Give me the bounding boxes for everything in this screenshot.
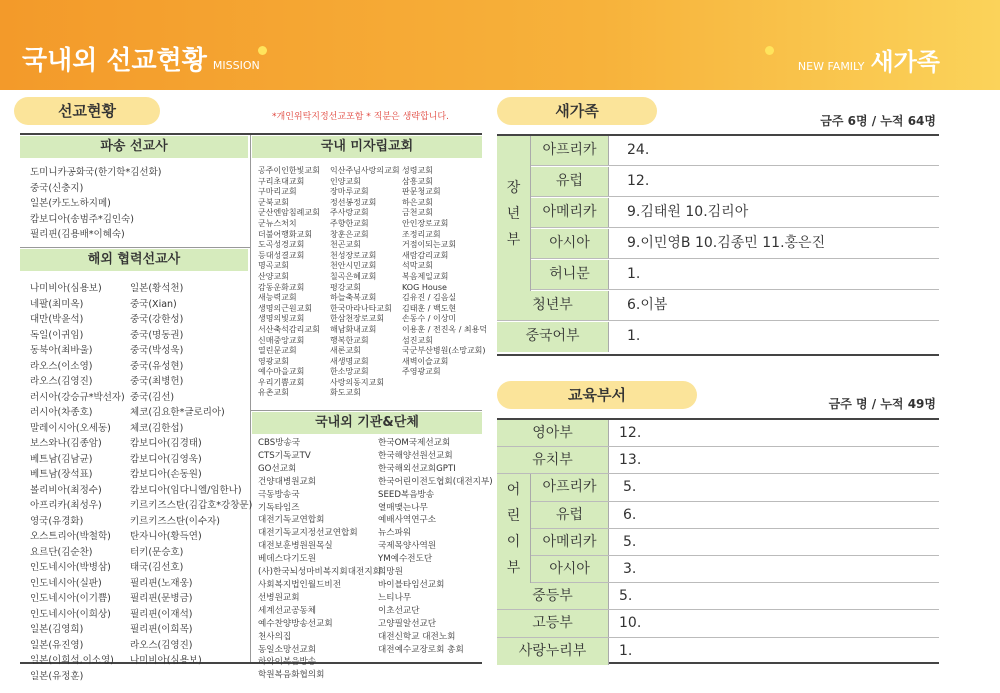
education-total: 금주 명 / 누적 49명 <box>828 397 936 411</box>
list-item: 동일소망선교회 <box>258 644 317 655</box>
domestic-list-col1 <box>258 166 320 399</box>
row-label: 아메리카 <box>531 529 609 555</box>
list-item: 판문청교회 <box>402 187 441 197</box>
row-value: 5. <box>623 533 637 550</box>
row-value: 1. <box>619 642 633 659</box>
list-item: 익산주님사랑의교회 <box>330 166 400 175</box>
list-item: 조정리교회 <box>402 229 441 239</box>
list-item: 라오스(김영진) <box>130 639 193 651</box>
list-item: 중국(최병헌) <box>130 376 184 387</box>
table-row <box>531 136 939 166</box>
list-item: KOG House <box>402 282 447 292</box>
row-label: 유치부 <box>497 447 609 473</box>
list-item: 김태훈 / 백도현 <box>402 303 457 313</box>
list-item: 하늘축복교회 <box>330 293 377 303</box>
table-row <box>497 420 939 447</box>
list-item: 도곡성경교회 <box>258 240 305 250</box>
dot-decoration <box>765 46 774 55</box>
row-label: 아메리카 <box>531 198 609 227</box>
list-item: 한국해양선원선교회 <box>378 450 453 461</box>
list-item: 네팔(최미옥) <box>30 298 84 310</box>
list-item: 필리핀(노재웅) <box>130 577 193 589</box>
list-item: 도미니카공화국(한기학*김선화) <box>30 167 162 178</box>
row-value: 5. <box>619 588 633 605</box>
list-item: 베트남(김남균) <box>30 453 93 465</box>
list-item: 우리기쁨교회 <box>258 377 305 387</box>
mission-panel <box>20 133 493 682</box>
list-item: YM예수전도단 <box>378 554 433 565</box>
list-item: 열린문교회 <box>258 346 297 356</box>
list-item: 필리핀(이재석) <box>130 608 193 620</box>
list-item: 천성장로교회 <box>330 250 377 260</box>
list-item: 하은교회 <box>402 197 433 207</box>
list-item: 바이블타임선교회 <box>378 579 445 590</box>
list-item: 인도네시아(실판) <box>30 577 102 589</box>
list-item: SEED복음방송 <box>378 489 435 500</box>
list-item: 국제목양사역원 <box>378 541 437 552</box>
list-item: 라오스(김영진) <box>30 376 93 387</box>
list-item: 요르단(김순찬) <box>30 546 93 558</box>
row-label: 유럽 <box>531 167 609 196</box>
row-label: 유럽 <box>531 502 609 528</box>
list-item: 예수마을교회 <box>258 367 305 377</box>
list-item: 더불어행화교회 <box>258 229 313 239</box>
list-item: 나미비아(심용보) <box>130 655 202 666</box>
list-item: 생명의근원교회 <box>258 303 313 313</box>
list-item: 세계선교공동체 <box>258 605 317 616</box>
list-item: 이용훈 / 전진옥 / 최용덕 <box>402 324 488 334</box>
row-label: 아프리카 <box>531 474 609 500</box>
list-item: 공주이인한빛교회 <box>258 166 320 175</box>
list-item: 일본(황석천) <box>130 283 184 294</box>
list-item: 캄보디아(김경태) <box>130 438 202 449</box>
list-item: 예배사역연구소 <box>378 515 437 526</box>
list-item: 인양교회 <box>330 176 361 186</box>
list-item: 오스트리아(박철학) <box>30 531 111 542</box>
list-item: 해남화내교회 <box>330 324 377 334</box>
list-item: 장마루교회 <box>330 187 369 197</box>
row-label: 청년부 <box>497 291 609 320</box>
header-banner <box>0 0 1000 90</box>
list-item: 삼흥교회 <box>402 176 433 186</box>
list-item: 대전보훈병원원목실 <box>258 541 333 552</box>
list-item: 새생명교회 <box>330 356 369 366</box>
row-value: 9.이민영B 10.김종민 11.홍은진 <box>627 235 826 251</box>
list-item: 복음제일교회 <box>402 271 449 281</box>
list-item: 느티나무 <box>378 592 412 603</box>
newfamily-total: 금주 6명 / 누적 64명 <box>820 114 936 128</box>
list-item: 베트남(장석표) <box>30 469 93 480</box>
dispatch-header: 파송 선교사 <box>20 136 248 158</box>
list-item: 체코(김한섭) <box>130 422 184 434</box>
list-item: 군북교회 <box>258 197 289 207</box>
list-item: 캄보디아(임다니엘/임한나) <box>130 484 242 496</box>
list-item: 영국(유경화) <box>30 515 84 527</box>
list-item: 군뉴스처치 <box>258 218 297 228</box>
list-item: 나미비아(심용보) <box>30 283 102 294</box>
list-item: 중국(Xian) <box>130 298 177 310</box>
overseas-list-col2 <box>130 281 252 669</box>
list-item: 산양교회 <box>258 271 289 281</box>
list-item: 칠곡은혜교회 <box>330 271 377 281</box>
list-item: 학원복음화협의회 <box>258 670 325 681</box>
list-item: 러시아(차종호) <box>30 407 93 418</box>
list-item: 김유진 / 김음실 <box>402 293 457 303</box>
table-row <box>497 447 939 474</box>
row-value: 6. <box>623 506 637 523</box>
table-row <box>531 529 939 556</box>
list-item: 창훈은교회 <box>330 229 369 239</box>
group-label-char: 이 <box>506 533 521 550</box>
list-item: 사랑의동지교회 <box>330 377 385 387</box>
list-item: 일본(유진영) <box>30 639 84 651</box>
org-header: 국내외 기관&단체 <box>252 412 482 434</box>
list-item: 새능력교회 <box>258 293 297 303</box>
list-item: 천곤교회 <box>330 240 361 250</box>
list-item: 한국어린이전도협회(대전지부) <box>378 476 493 487</box>
domestic-list-col3 <box>402 166 487 378</box>
table-row <box>531 260 939 290</box>
org-list-col2 <box>378 437 493 656</box>
row-value: 5. <box>623 479 637 496</box>
list-item: 체코(김요한*글로리아) <box>130 407 225 418</box>
list-item: 인도네시아(이기쁨) <box>30 593 111 604</box>
row-label: 아시아 <box>531 229 609 258</box>
list-item: 보스와나(김종암) <box>30 438 102 449</box>
row-label: 영아부 <box>497 420 609 446</box>
list-item: 일본(이희석,이소영) <box>30 655 114 666</box>
list-item: 안인장로교회 <box>402 218 449 228</box>
list-item: 중국(강한성) <box>130 314 184 325</box>
list-item: 이초선교단 <box>378 605 420 616</box>
list-item: 한국OM국제선교회 <box>378 438 451 448</box>
list-item: 동북아(최바울) <box>30 345 93 356</box>
list-item: 천사의집 <box>258 631 292 642</box>
table-row <box>531 198 939 228</box>
group-label-char: 장 <box>506 179 521 196</box>
table-row <box>531 474 939 501</box>
list-item: 서산축석감리교회 <box>258 324 320 334</box>
row-label: 중국어부 <box>497 322 609 352</box>
list-item: 볼리비아(최정수) <box>30 484 102 496</box>
row-value: 1. <box>627 328 641 344</box>
table-row <box>497 638 939 665</box>
row-label: 아시아 <box>531 556 609 582</box>
list-item: 인도네시아(박병삼) <box>30 562 111 573</box>
list-item: 새벽이슬교회 <box>402 356 449 366</box>
domestic-list-col2 <box>330 166 400 399</box>
education-table <box>497 418 939 664</box>
table-row <box>531 502 939 529</box>
list-item: 화도교회 <box>330 388 361 398</box>
group-label-char: 부 <box>506 231 521 248</box>
newfamily-table <box>497 134 939 356</box>
list-item: 금천교회 <box>402 208 433 218</box>
list-item: 대만(박윤석) <box>30 314 84 325</box>
list-item: 평강교회 <box>330 282 361 292</box>
list-item: 태국(김선호) <box>130 562 184 573</box>
table-row <box>497 322 939 352</box>
list-item: 말레이시아(오세동) <box>30 422 111 434</box>
section-divider <box>250 410 482 411</box>
group-label-char: 어 <box>506 481 521 498</box>
list-item: 대전기독교연합회 <box>258 515 325 526</box>
row-value: 1. <box>627 266 641 282</box>
mission-title: 국내외 선교현황 MISSION <box>22 46 260 76</box>
list-item: 열매맺는나무 <box>378 502 428 513</box>
table-row <box>531 229 939 259</box>
list-item: 명곡교회 <box>258 261 289 271</box>
list-item: 감동운화교회 <box>258 282 305 292</box>
list-item: 천안시민교회 <box>330 261 377 271</box>
list-item: 생명의빛교회 <box>258 314 305 324</box>
list-item: 거점이되는교회 <box>402 240 457 250</box>
list-item: 석막교회 <box>402 261 433 271</box>
list-item: 새람감리교회 <box>402 250 449 260</box>
list-item: 한국해외선교회GPTI <box>378 463 456 474</box>
list-item: 뉴스파워 <box>378 528 412 539</box>
group-label-char: 린 <box>506 507 521 524</box>
list-item: CTS기독교TV <box>258 450 311 461</box>
row-label: 중등부 <box>497 583 609 609</box>
list-item: 라오스(이소영) <box>30 360 93 372</box>
list-item: 키르키즈스탄(김갑호*강창문) <box>130 500 253 511</box>
overseas-header: 해외 협력선교사 <box>20 249 248 271</box>
list-item: 사회복지법인월드비전 <box>258 579 342 590</box>
list-item: 하와이복음방송 <box>258 657 317 668</box>
list-item: 독일(이귀임) <box>30 329 84 341</box>
list-item: 필리핀(문병금) <box>130 593 193 604</box>
list-item: 대전신학교 대전노회 <box>378 631 456 642</box>
list-item: 영광교회 <box>258 356 289 366</box>
list-item: 등대성결교회 <box>258 250 305 260</box>
dispatch-list <box>30 165 161 243</box>
list-item: 인도네시아(이희상) <box>30 608 111 620</box>
list-item: 군산엔암침례교회 <box>258 208 320 218</box>
table-row <box>497 583 939 610</box>
list-item: GO선교회 <box>258 463 297 474</box>
list-item: 러시아(강승규*박선자) <box>30 391 125 403</box>
row-label: 고등부 <box>497 610 609 636</box>
list-item: 주영광교회 <box>402 367 441 377</box>
list-item: 행복한교회 <box>330 335 369 345</box>
list-item: 유촌교회 <box>258 388 289 398</box>
list-item: 터키(문승호) <box>130 546 184 558</box>
list-item: 베데스다기도원 <box>258 554 317 565</box>
list-item: 중국(명동권) <box>130 329 184 341</box>
table-row <box>531 556 939 583</box>
table-row <box>497 291 939 321</box>
list-item: 극동방송국 <box>258 489 300 500</box>
list-item: 손동수 / 이상미 <box>402 314 457 324</box>
mission-note: *개인위탁지정선교포함 * 직분은 생략합니다. <box>272 112 449 122</box>
list-item: 한삼천장로교회 <box>330 314 385 324</box>
row-value: 13. <box>619 452 642 469</box>
list-item: 선병원교회 <box>258 592 300 603</box>
list-item: 탄자니아(황득연) <box>130 531 202 542</box>
list-item: 키르키즈스탄(이수자) <box>130 515 221 527</box>
row-value: 3. <box>623 561 637 577</box>
list-item: 중국(박성욱) <box>130 345 184 356</box>
row-value: 12. <box>619 425 642 441</box>
list-item: 섬진교회 <box>402 335 433 345</box>
table-row <box>531 167 939 197</box>
list-item: 대전기독교지정선교연합회 <box>258 528 358 539</box>
list-item: 중국(신충지) <box>30 182 84 194</box>
list-item: 한소망교회 <box>330 367 369 377</box>
group-label-children <box>497 474 531 583</box>
list-item: 필리핀(김용배*이혜숙) <box>30 229 125 240</box>
group-label-char: 년 <box>506 205 521 222</box>
list-item: 캄보디아(송범주*김인숙) <box>30 213 134 225</box>
list-item: 구마리교회 <box>258 187 297 197</box>
list-item: 필리핀(이희목) <box>130 624 193 635</box>
row-label: 아프리카 <box>531 136 609 165</box>
list-item: 주사랑교회 <box>330 208 369 218</box>
list-item: 중국(김선) <box>130 391 175 403</box>
row-value: 10. <box>619 615 642 632</box>
list-item: 한국마라나타교회 <box>330 303 392 313</box>
list-item: 정선봉정교회 <box>330 197 377 207</box>
list-item: 새론교회 <box>330 346 361 356</box>
list-item: CBS방송국 <box>258 438 301 448</box>
list-item: 희망원 <box>378 567 403 578</box>
list-item: 아프리카(최성우) <box>30 500 102 511</box>
list-item: 구리초대교회 <box>258 176 305 186</box>
list-item: 일본(유정훈) <box>30 670 84 682</box>
row-label: 사랑누리부 <box>497 638 609 665</box>
newfamily-pill: 새가족 <box>497 97 657 125</box>
row-value: 9.김태원 10.김리아 <box>627 204 749 220</box>
domestic-header: 국내 미자립교회 <box>252 136 482 158</box>
list-item: 일본(카도노하지메) <box>30 198 111 209</box>
list-item: 건양대병원교회 <box>258 476 317 487</box>
newfamily-title: NEW FAMILY 새가족 <box>797 48 940 76</box>
list-item: 예수찬양방송선교회 <box>258 618 333 629</box>
mission-pill: 선교현황 <box>14 97 160 125</box>
education-pill: 교육부서 <box>497 381 697 409</box>
list-item: (사)한국뇌성마비복지회대전지회 <box>258 567 381 578</box>
list-item: 성령교회 <box>402 166 433 175</box>
list-item: 신매중앙교회 <box>258 335 305 345</box>
row-value: 24. <box>627 142 650 158</box>
overseas-list-col1 <box>30 281 125 684</box>
list-item: 캄보디아(김영욱) <box>130 453 202 465</box>
section-divider <box>20 247 250 248</box>
list-item: 일본(김영희) <box>30 624 84 635</box>
table-row <box>497 610 939 637</box>
org-list-col1 <box>258 437 381 682</box>
row-value: 6.이봄 <box>627 297 668 313</box>
row-value: 12. <box>627 173 650 189</box>
list-item: 캄보디아(손동원) <box>130 469 202 480</box>
list-item: 주향한교회 <box>330 218 369 228</box>
group-label-char: 부 <box>506 559 521 576</box>
row-label: 허니문 <box>531 260 609 289</box>
list-item: 중국(유성현) <box>130 360 184 372</box>
group-label-youth <box>497 136 531 291</box>
list-item: 국군부산병원(소망교회) <box>402 346 486 356</box>
dot-decoration <box>258 46 267 55</box>
list-item: 기독타임즈 <box>258 502 300 513</box>
list-item: 고양필알선교단 <box>378 618 437 629</box>
list-item: 대전예수교장로회 총회 <box>378 644 464 655</box>
